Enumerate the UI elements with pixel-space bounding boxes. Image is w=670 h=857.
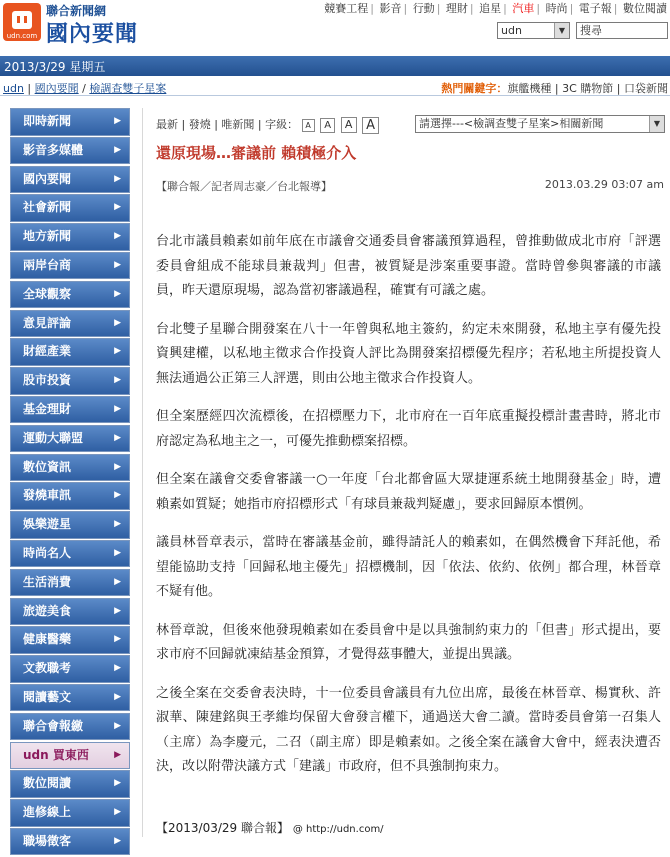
current-date: 2013/3/29 星期五 [4, 60, 106, 74]
topnav-item[interactable]: 汽車 [512, 2, 535, 15]
chevron-right-icon: ▶ [114, 605, 121, 616]
chevron-right-icon: ▶ [114, 317, 121, 328]
sidebar-item[interactable] [10, 511, 130, 539]
topnav-item[interactable]: 數位閱讀 [623, 2, 667, 15]
udn-logo[interactable] [3, 3, 41, 41]
search-scope-select[interactable] [497, 22, 570, 39]
search-input[interactable]: 搜尋 [576, 22, 668, 39]
sidebar-item-label: 聯合會報繳 [23, 718, 84, 733]
sidebar-item-label: udn 買東西 [23, 747, 89, 762]
topnav-item[interactable]: 行動 [412, 2, 435, 15]
hot-keyword-link[interactable]: 3C 購物節 [562, 82, 614, 95]
chevron-right-icon: ▶ [114, 519, 121, 530]
site-header [0, 0, 670, 56]
related-news-select[interactable] [415, 115, 665, 133]
sidebar-item[interactable] [10, 828, 130, 856]
sidebar-item[interactable] [10, 223, 130, 251]
article-toolbar [156, 116, 381, 134]
toolbar-links[interactable]: 最新 | 發燒 | 唯新聞 | 字級： [156, 118, 299, 131]
chevron-right-icon: ▶ [114, 461, 121, 472]
sidebar-item[interactable] [10, 540, 130, 568]
chevron-right-icon: ▶ [114, 202, 121, 213]
hot-keywords: 熱門關鍵字：旗艦機種 | 3C 購物節 | 口袋新聞 [441, 82, 668, 95]
sidebar-item-label: 職場徵客 [23, 833, 72, 848]
sidebar-item[interactable] [10, 396, 130, 424]
topnav-item[interactable]: 競賽工程 [324, 2, 369, 15]
sidebar-item[interactable] [10, 569, 130, 597]
sidebar-item[interactable] [10, 770, 130, 798]
sidebar-item-label: 財經產業 [23, 344, 72, 359]
sidebar-item[interactable] [10, 655, 130, 683]
article-title: 還原現場…審議前 賴積極介入 [156, 144, 357, 162]
brand-network-name[interactable]: 聯合新聞網 [46, 4, 107, 18]
chevron-right-icon: ▶ [114, 403, 121, 414]
article-paragraph: 台北市議員賴素如前年底在市議會交通委員會審議預算過程，曾推動做成北市府「評選委員會組成不能球員兼裁判」但書，被質疑是涉案重要事證。當時曾參與審議的市議員，昨天還原現場，認為當初審議過程，確實有可議之處。 [156, 234, 661, 298]
chevron-down-icon[interactable]: ▼ [649, 116, 664, 132]
chevron-right-icon: ▶ [114, 490, 121, 501]
breadcrumb-link[interactable]: udn [3, 82, 24, 95]
topnav-item[interactable]: 時尚 [545, 2, 568, 15]
article-paragraph: 但全案歷經四次流標後，在招標壓力下，北市府在一百年底重擬投標計畫書時，將北市府認定為私地主之一，可優先推動標案招標。 [156, 409, 661, 449]
hot-keyword-link[interactable]: 口袋新聞 [624, 82, 668, 95]
chevron-right-icon: ▶ [114, 547, 121, 558]
sidebar-item-label: 旅遊美食 [23, 603, 72, 618]
font-size-xs-button[interactable]: A [302, 119, 315, 132]
sidebar-item[interactable] [10, 166, 130, 194]
sidebar-item-label: 生活消費 [23, 574, 72, 589]
chevron-right-icon: ▶ [114, 259, 121, 270]
sidebar-item[interactable] [10, 454, 130, 482]
sidebar-item[interactable] [10, 252, 130, 280]
sidebar-item-label: 兩岸台商 [23, 257, 72, 272]
sidebar-item-label: 娛樂遊星 [23, 517, 72, 532]
sidebar-item-label: 地方新聞 [23, 229, 72, 244]
font-size-s-button[interactable]: A [320, 118, 335, 133]
sidebar-item-label: 基金理財 [23, 401, 72, 416]
plug-icon [12, 11, 32, 29]
font-size-m-button[interactable]: A [341, 117, 357, 133]
article-paragraph: 台北雙子星聯合開發案在八十一年曾與私地主簽約，約定未來開發，私地主享有優先投資興建權，以私地主徵求合作投資人評比為開發案招標優先程序；若私地主所提投資人無法通過公正第三人評選，則由公地主徵求合作投資人。 [156, 321, 661, 386]
sidebar-item[interactable] [10, 482, 130, 510]
article-timestamp: 2013.03.29 03:07 am [544, 178, 664, 191]
sidebar-item-udn-shop[interactable] [10, 742, 130, 770]
breadcrumb-link[interactable]: 國內要聞 [34, 82, 79, 95]
sidebar-item[interactable] [10, 598, 130, 626]
top-navigation: 競賽工程 | 影音 | 行動 | 理財 | 追星 | 汽車 | 時尚 | 電子報 | 數位閱讀 [324, 2, 667, 15]
sidebar-item-label: 數位閱讀 [23, 776, 72, 791]
sidebar-item-label: 意見評論 [23, 315, 72, 330]
sidebar-item-label: 發燒車訊 [23, 488, 72, 503]
chevron-right-icon: ▶ [114, 778, 121, 789]
related-news-select-value: 請選擇---<檢調查雙子星案>相關新聞 [419, 117, 604, 130]
font-size-l-button[interactable]: A [362, 117, 379, 134]
chevron-right-icon: ▶ [114, 749, 121, 760]
chevron-right-icon: ▶ [114, 720, 121, 731]
sidebar-item[interactable] [10, 137, 130, 165]
article-byline: 【聯合報／記者周志豪／台北報導】 [156, 180, 332, 193]
logo-text: udn.com [6, 32, 38, 40]
article-main [142, 108, 670, 837]
chevron-down-icon[interactable]: ▼ [554, 23, 569, 38]
sidebar-item[interactable] [10, 425, 130, 453]
chevron-right-icon: ▶ [114, 288, 121, 299]
sidebar-item-label: 進修線上 [23, 805, 72, 820]
breadcrumb: udn | 國內要聞 / 檢調查雙子星案 [3, 82, 167, 95]
sidebar-item[interactable] [10, 626, 130, 654]
search-bar [497, 22, 670, 40]
chevron-right-icon: ▶ [114, 835, 121, 846]
sidebar-item-label: 數位資訊 [23, 459, 72, 474]
topnav-item[interactable]: 影音 [379, 2, 402, 15]
chevron-right-icon: ▶ [114, 691, 121, 702]
sidebar-item[interactable] [10, 713, 130, 741]
section-sidebar [10, 108, 130, 857]
chevron-right-icon: ▶ [114, 432, 121, 443]
sidebar-item[interactable] [10, 799, 130, 827]
sidebar-item[interactable] [10, 367, 130, 395]
chevron-right-icon: ▶ [114, 576, 121, 587]
date-bar [0, 56, 670, 76]
hot-keyword-link[interactable]: 旗艦機種 [507, 82, 552, 95]
hot-keywords-label: 熱門關鍵字： [441, 82, 508, 95]
chevron-right-icon: ▶ [114, 634, 121, 645]
chevron-right-icon: ▶ [114, 663, 121, 674]
sidebar-item[interactable] [10, 281, 130, 309]
article-body [156, 230, 661, 794]
sidebar-item-label: 時尚名人 [23, 545, 72, 560]
chevron-right-icon: ▶ [114, 173, 121, 184]
chevron-right-icon: ▶ [114, 231, 121, 242]
article-footer [156, 819, 384, 836]
chevron-right-icon: ▶ [114, 116, 121, 126]
article-paragraph: 之後全案在交委會表決時，十一位委員會議員有九位出席，最後在林晉章、楊實秋、許淑華、陳建銘與王孝維均保留大會發言權下，通過送大會二讀。當時委員會第一召集人（主席）為李慶元，二召（副主席）即是賴素如。之後全案在議會大會中，經表決遭否決，改以附帶決議方式「建議」市政府，但不具強制拘束力。 [156, 685, 661, 774]
sidebar-item-label: 即時新聞 [23, 114, 72, 128]
sidebar-item-label: 閱讀藝文 [23, 689, 72, 704]
chevron-right-icon: ▶ [114, 375, 121, 386]
sidebar-item-label: 國內要聞 [23, 171, 72, 186]
article-paragraph: 但全案在議會交委會審議一○一年度「台北都會區大眾捷運系統土地開發基金」時，遭賴素如質疑；她指市府招標形式「有球員兼裁判疑慮」，要求回歸原本慣例。 [156, 472, 661, 512]
sidebar-item-label: 運動大聯盟 [23, 430, 84, 445]
sidebar-item-label: 社會新聞 [23, 200, 72, 215]
sidebar-item[interactable] [10, 108, 130, 136]
sidebar-item[interactable] [10, 338, 130, 366]
article-paragraph: 議員林晉章表示，當時在審議基金前，雖得請託人的賴素如，在偶然機會下拜託他，希望能協助支持「回歸私地主優先」招標機制，因「依法、依約、依例」都合理，林晉章不疑有他。 [156, 535, 661, 599]
breadcrumb-row [0, 78, 670, 96]
chevron-right-icon: ▶ [114, 144, 121, 155]
search-scope-value: udn [501, 24, 522, 37]
topnav-item[interactable]: 電子報 [578, 2, 612, 15]
sidebar-item-label: 健康醫藥 [23, 632, 72, 647]
topnav-item[interactable]: 理財 [445, 2, 468, 15]
chevron-right-icon: ▶ [114, 807, 121, 818]
brand-section-title[interactable]: 國內要聞 [46, 21, 139, 47]
sidebar-item-label: 文教職考 [23, 661, 72, 676]
article-source: 【2013/03/29 聯合報】 [156, 821, 289, 835]
article-source-url[interactable]: @ http://udn.com/ [292, 824, 384, 835]
sidebar-item[interactable] [10, 310, 130, 338]
sidebar-item-label: 股市投資 [23, 373, 72, 388]
topnav-item[interactable]: 追星 [479, 2, 502, 15]
article-paragraph: 林晉章說，但後來他發現賴素如在委員會中是以具強制約束力的「但書」形式提出，要求市府不回歸就凍結基金預算，才覺得茲事體大，並提出異議。 [156, 622, 661, 662]
chevron-right-icon: ▶ [114, 346, 121, 357]
sidebar-item[interactable] [10, 194, 130, 222]
sidebar-item[interactable] [10, 684, 130, 712]
sidebar-item-label: 全球觀察 [23, 286, 72, 301]
sidebar-item-label: 影音多媒體 [23, 142, 84, 157]
breadcrumb-link[interactable]: 檢調查雙子星案 [89, 82, 167, 95]
